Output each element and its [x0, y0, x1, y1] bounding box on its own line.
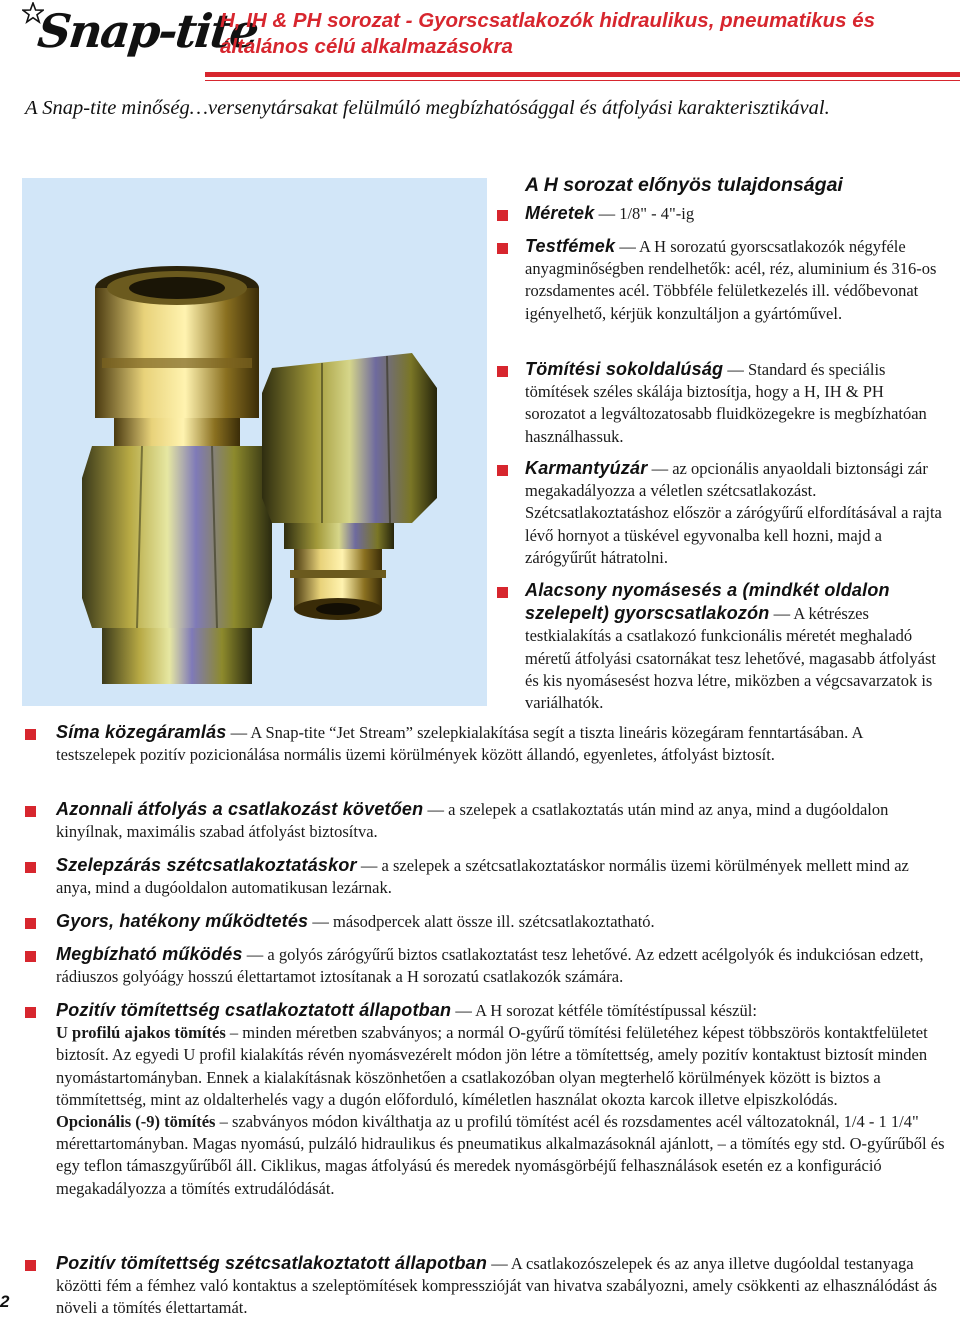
- feature-text: — A csatlakozószelepek és az anya illetve dugóoldal testanyaga közötti fém a fémhez való kontaktus a szeleptömítések kompresszióját van hivatva szabályozni, amely csökkenti az elhasználódást ás növeli a tömítés élettartamát.: [56, 1254, 938, 1318]
- feature-lead: Pozitív tömítettség csatlakoztatott állapotban: [56, 1000, 452, 1020]
- feature-testfemek: [525, 235, 945, 325]
- feature-pozitiv-tomitettseg-szetcsatlakoztatott: [56, 1252, 946, 1320]
- optional-seal-text: – szabványos módon kiválthatja az u profilú tömítést acél és rozsdamentes acél változatoknál, 1/4 - 1 1/4" mérettartományban. Magas nyomású, pulzáló hidraulikus és pneumatikus alkalmazásoknál ajánlott, – a tömítés egy std. O-gyűrűből és egy teflon támaszgyűrűből áll. Ciklikus, magas átfolyású és meredek nyomásgörbéjű felhasználások esetén ez a konfiguráció megakadályozza a tömítés extrudálódását.: [56, 1112, 945, 1198]
- bullet-icon: [25, 806, 36, 817]
- feature-lead: Pozitív tömítettség szétcsatlakoztatott állapotban: [56, 1253, 488, 1273]
- logo-text: Snap-tite: [35, 4, 260, 58]
- feature-megbizhato-mukodes: [56, 943, 946, 988]
- u-profile-seal-label: U profilú ajakos tömítés: [56, 1023, 226, 1043]
- header-rule-thin: [205, 80, 960, 81]
- feature-karmantyuzar: [525, 457, 945, 569]
- feature-text: — a golyós zárógyűrű biztos csatlakoztatást tesz lehetővé. Az edzett acélgolyók és indukciósan edzett, rádiuszos golyóágy hosszú élettartamot iztosítanak a H sorozatú csatlakozók számára.: [56, 945, 924, 987]
- feature-text: — Standard és speciális tömítések széles skálája biztosítja, hogy a H, IH & PH sorozatot a legváltozatosabb fluidközegekre is megbízhatóan használhassuk.: [525, 360, 927, 446]
- section-title: A H sorozat előnyös tulajdonságai: [525, 174, 843, 196]
- snap-tite-logo: [22, 2, 260, 72]
- feature-lead: Karmantyúzár: [525, 458, 648, 478]
- feature-lead: Testfémek: [525, 236, 616, 256]
- feature-text: — a szelepek a csatlakoztatás után mind az anya, mind a dugóoldalon kinyílnak, maximális szabad átfolyást biztosítva.: [56, 800, 889, 842]
- feature-szelepzaras: [56, 854, 946, 899]
- feature-meretek: [525, 202, 945, 225]
- bullet-icon: [497, 366, 508, 377]
- bullet-icon: [497, 465, 508, 476]
- tagline: A Snap-tite minőség…versenytársakat felülmúló megbízhatósággal és átfolyási karakterisztikával.: [25, 97, 830, 119]
- bullet-icon: [25, 729, 36, 740]
- feature-sima-kozegaramlas: [56, 721, 946, 766]
- page-number: 2: [0, 1292, 10, 1311]
- feature-text: — A Snap-tite “Jet Stream” szelepkialakítása segít a tiszta lineáris közegáram fenntartásában. A testszelepek pozitív pozicionálása normális üzemi körülmények között állandó, egyenletes, átfolyást biztosít.: [56, 723, 863, 765]
- coupler-illustration: [22, 178, 487, 706]
- title-separator: -: [399, 9, 419, 32]
- header-rule: [205, 72, 960, 77]
- feature-lead: Megbízható működés: [56, 944, 243, 964]
- product-photo: [22, 178, 487, 706]
- feature-text: — A H sorozatú gyorscsatlakozók négyféle anyagminőségben rendelhetők: acél, réz, aluminium és 316-os rozsdamentes acél. Többféle felületkezelés ill. védőbevonat igényelhető, kérjük konzultáljon a gyártóművel.: [525, 237, 937, 323]
- bullet-icon: [497, 243, 508, 254]
- feature-azonnali-atfolyas: [56, 798, 946, 843]
- feature-lead: Tömítési sokoldalúság: [525, 359, 724, 379]
- bullet-icon: [25, 862, 36, 873]
- bullet-icon: [497, 587, 508, 598]
- feature-lead: Alacsony nyomásesés a (mindkét oldalon szelepelt) gyorscsatlakozón: [525, 580, 890, 624]
- feature-lead: Azonnali átfolyás a csatlakozást követően: [56, 799, 424, 819]
- bullet-icon: [25, 951, 36, 962]
- feature-text: — másodpercek alatt össze ill. szétcsatlakoztatható.: [312, 912, 655, 931]
- optional-seal-label: Opcionális (-9) tömítés: [56, 1112, 216, 1132]
- bullet-icon: [25, 1007, 36, 1018]
- title-subject: Gyorscsatlakozók hidraulikus, pneumatikus és általános célú alkalmazásokra: [220, 9, 876, 58]
- bullet-icon: [497, 210, 508, 221]
- bullet-icon: [25, 1260, 36, 1271]
- u-profile-seal-text: – minden méretben szabványos; a normál O-gyűrű tömítési felületéhez képest többszörös kontaktfelületet biztosít. Az egyedi U profil kialakítás révén nyomásvezérelt módon jön létre a tömítettség, amely pozitív kontaktust biztosít minden nyomástartományban. Ennek a kialakításnak köszönhetően a csatlakozóban olyan megterhelő körülmények között is biztos a tömmítettség, mint az oldalterhelés vagy a dugón előforduló, kíméletlen használat okozta karcok illetve elpiszkolódás.: [56, 1023, 928, 1109]
- series-title: H, IH & PH sorozat: [220, 9, 400, 32]
- feature-tomitesi-sokoldalusag: [525, 358, 945, 448]
- feature-lead: Gyors, hatékony működtetés: [56, 911, 309, 931]
- header-title: [220, 8, 950, 60]
- feature-lead: Szelepzárás szétcsatlakoztatáskor: [56, 855, 357, 875]
- feature-pozitiv-tomitettseg-csatlakoztatott: [56, 999, 946, 1200]
- feature-text: — a szelepek a szétcsatlakoztatáskor normális üzemi körülmények mellett mind az anya, mind a dugóoldalon automatikusan lezárnak.: [56, 856, 909, 898]
- feature-text: — A kétrészes testkialakítás a csatlakozó funkcionális méretét meghaladó méretű átfolyási csatornákat tesz lehetővé, magasabb átfolyást és kis nyomásesést hozva létre, miközben a végcsavarzatok is variálhatók.: [525, 604, 936, 713]
- feature-alacsony-nyomases: [525, 579, 945, 714]
- feature-text: — A H sorozat kétféle tömítéstípussal készül:: [455, 1001, 757, 1020]
- bullet-icon: [25, 918, 36, 929]
- feature-text: — 1/8" - 4"-ig: [598, 204, 695, 223]
- feature-gyors-mukodtetes: [56, 910, 946, 933]
- feature-lead: Síma közegáramlás: [56, 722, 227, 742]
- feature-lead: Méretek: [525, 203, 595, 223]
- feature-text: — az opcionális anyaoldali biztonsági zár megakadályozza a véletlen szétcsatlakozást. Szétcsatlakoztatáshoz először a zárógyűrű elfordításával a rajta lévő hornyot a tüskével egyvonalba kell hozni, majd a zárógyűrűt hátratolni.: [525, 459, 942, 567]
